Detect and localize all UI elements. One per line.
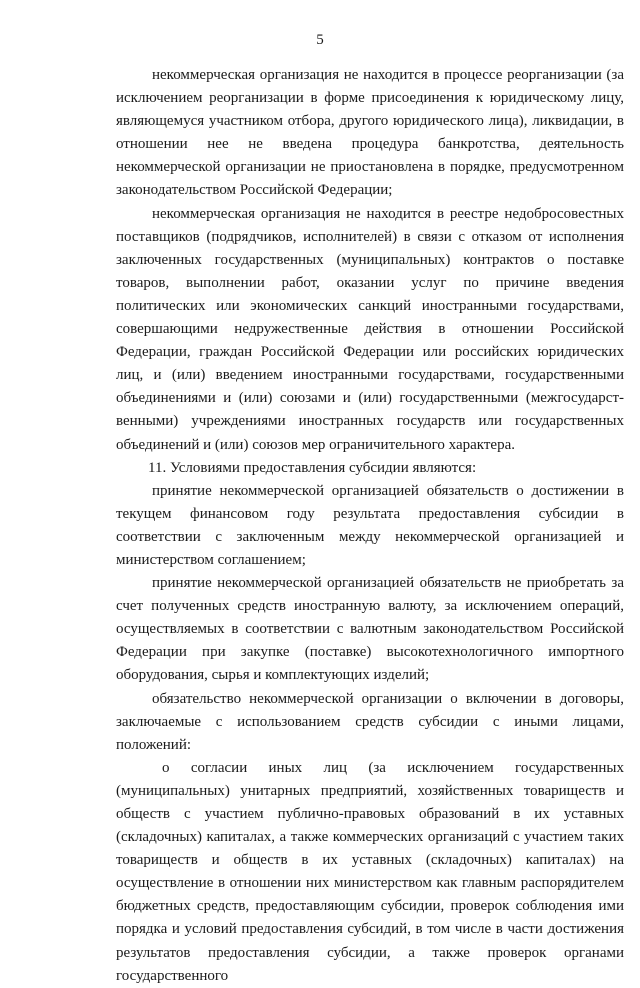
paragraph-foreign-currency-obligation: принятие некоммерческой организацией обязательств не приобретать за счет полученных средств иностранную валюту, за исключением операций, осуществляемых в соответствии с валютным законодательством Российской Федерации при закупке (поставке) высокотехнологичного импортного оборудования, сырья и комплектующих изделий;	[116, 575, 624, 684]
document-body	[116, 64, 624, 988]
paragraph-contract-provisions-obligation: обязательство некоммерческой организации о включении в договоры, заключаемые с использованием средств субсидии с иными лицами, положений:	[116, 690, 624, 753]
page-number: 5	[316, 32, 324, 48]
paragraph-reorganization-condition: некоммерческая организация не находится в процессе реорганизации (за исключением реорганизации в форме присоединения к юридическому лицу, являющемуся участником отбора, другого юридического лица), ликвидации, в отношении нее не введена процедура банкротства, деятельность некоммерческой организации не приостановлена в порядке, предусмотренном законодательством Российской Федерации;	[116, 67, 624, 199]
paragraph-consent-to-inspections: о согласии иных лиц (за исключением государственных (муниципальных) унитарных предприятий, хозяйственных товариществ и обществ с участием публично-правовых образований в их уставных (складочных) капиталах, а также коммерческих организаций с участием таких товариществ и обществ в их уставных (складочных) капиталах) на осуществление в отношении них министерством как главным распорядителем бюджетных средств, предоставляющим субсидии, проверок соблюдения ими порядка и условий предоставления субсидий, в том числе в части достижения результатов предоставления субсидии, а также проверок органами государственного	[116, 759, 624, 984]
paragraph-result-obligation: принятие некоммерческой организацией обязательств о достижении в текущем финансовом году результата предоставления субсидии в соответствии с заключенным между некоммерческой организацией и министерством соглашением;	[116, 482, 624, 568]
clause-11-heading: 11. Условиями предоставления субсидии являются:	[148, 459, 477, 476]
paragraph-unfair-suppliers-registry: некоммерческая организация не находится в реестре недобросовестных поставщиков (подрядчиков, исполнителей) в связи с отказом от исполнения заключенных государственных (муниципальных) контрактов о поставке товаров, выполнении работ, оказании услуг по причине введения политических или экономических санкций иностранными государствами, совершающими недружественные действия в отношении Российской Федерации, граждан Российской Федерации или российских юридических лиц, и (или) введением иностранными государствами, государственными объединениями и (или) союзами и (или) государственными (межгосударственными) учреждениями иностранных государств или государственных объединений и (или) союзов мер ограничительного характера.	[116, 205, 624, 453]
